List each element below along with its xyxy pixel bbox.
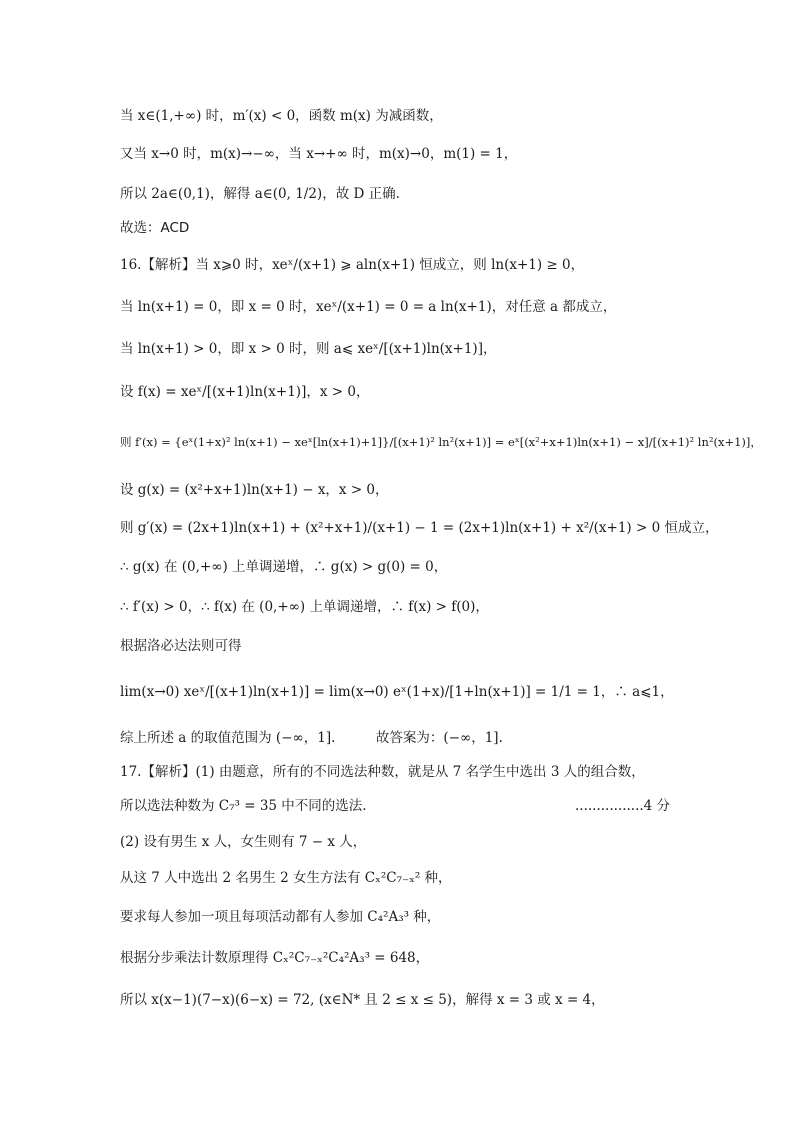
text-line-1: 当 x∈(1,+∞) 时，m′(x) < 0，函数 m(x) 为减函数，: [120, 108, 443, 124]
text-line-18-content: 所以选法种数为 C₇³ = 35 中不同的选法.: [120, 798, 367, 814]
text-line-3: 所以 2a∈(0,1)，解得 a∈(0, 1/2)，故 D 正确.: [120, 186, 400, 202]
score-mark: ................4 分: [575, 798, 671, 814]
text-line-2: 又当 x→0 时，m(x)→−∞，当 x→+∞ 时，m(x)→0，m(1) = 1，: [120, 146, 518, 162]
text-line-12: ∴ g(x) 在 (0,+∞) 上单调递增，∴ g(x) > g(0) = 0，: [120, 559, 448, 575]
text-line-23: 所以 x(x−1)(7−x)(6−x) = 72, (x∈N* 且 2 ≤ x ≤ 5)，解得 x = 3 或 x = 4，: [120, 992, 605, 1008]
text-line-13: ∴ f′(x) > 0，∴ f(x) 在 (0,+∞) 上单调递增，∴ f(x) > f(0)，: [120, 599, 489, 615]
text-line-18: [120, 796, 734, 816]
text-line-4: 故选：ACD: [120, 220, 190, 236]
text-line-6: 当 ln(x+1) = 0，即 x = 0 时，xeˣ/(x+1) = 0 = a ln(x+1)，对任意 a 都成立，: [120, 299, 617, 315]
text-line-11: 则 g′(x) = (2x+1)ln(x+1) + (x²+x+1)/(x+1) − 1 = (2x+1)ln(x+1) + x²/(x+1) > 0 恒成立，: [120, 520, 719, 536]
text-line-14: 根据洛必达法则可得: [120, 638, 242, 654]
text-line-16: 综上所述 a 的取值范围为 (−∞，1]. 故答案为：(−∞，1].: [120, 730, 503, 746]
text-line-20: 从这 7 人中选出 2 名男生 2 女生方法有 Cₓ²C₇₋ₓ² 种，: [120, 870, 452, 886]
text-line-17: 17.【解析】(1) 由题意，所有的不同选法种数，就是从 7 名学生中选出 3 人的组合数，: [120, 764, 645, 780]
text-line-22: 根据分步乘法计数原理得 Cₓ²C₇₋ₓ²C₄²A₃³ = 648，: [120, 950, 430, 966]
text-line-8: 设 f(x) = xeˣ/[(x+1)ln(x+1)]，x > 0，: [120, 384, 370, 400]
text-line-5: 16.【解析】当 x⩾0 时，xeˣ/(x+1) ⩾ aln(x+1) 恒成立，则 ln(x+1) ≥ 0，: [120, 257, 585, 273]
text-line-7: 当 ln(x+1) > 0，即 x > 0 时，则 a⩽ xeˣ/[(x+1)ln(x+1)]，: [120, 341, 497, 357]
text-line-19: (2) 设有男生 x 人，女生则有 7 − x 人，: [120, 834, 367, 850]
text-line-9: 则 f′(x) = {eˣ(1+x)² ln(x+1) − xeˣ[ln(x+1)+1]}/[(x+1)² ln²(x+1)] = eˣ[(x²+x+1)ln(x+1) − x]/[(x+1)² ln²(x+1)]，: [120, 435, 762, 449]
text-line-21: 要求每人参加一项且每项活动都有人参加 C₄²A₃³ 种，: [120, 909, 441, 925]
text-line-15: lim(x→0) xeˣ/[(x+1)ln(x+1)] = lim(x→0) eˣ(1+x)/[1+ln(x+1)] = 1/1 = 1，∴ a⩽1，: [120, 684, 674, 700]
text-line-10: 设 g(x) = (x²+x+1)ln(x+1) − x，x > 0，: [120, 482, 389, 498]
